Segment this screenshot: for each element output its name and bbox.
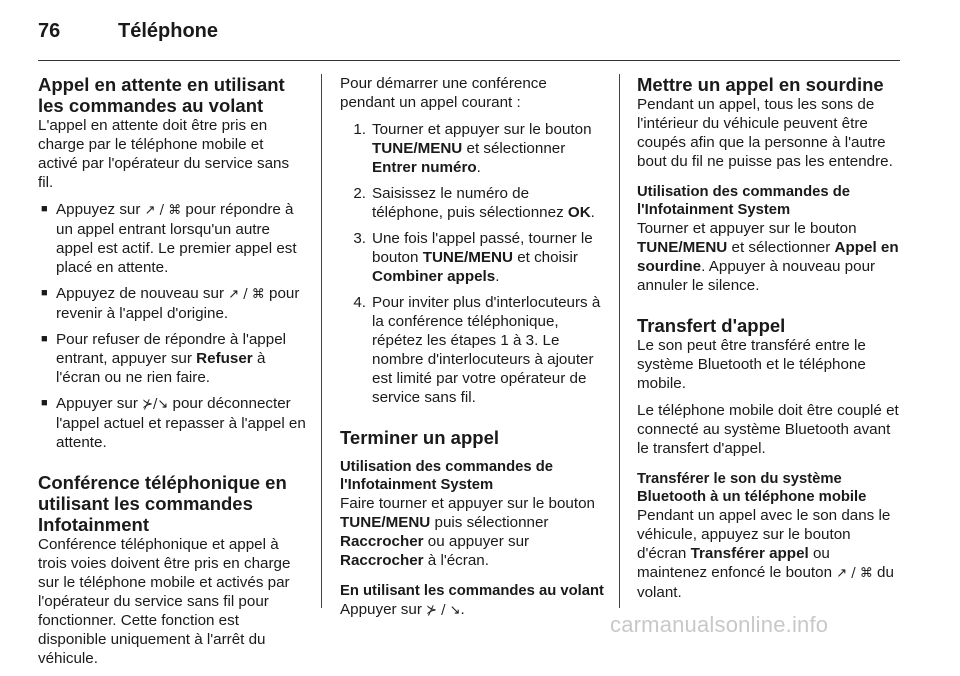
subsection-heading: Utilisation des commandes de l'Infotainment System bbox=[637, 184, 850, 218]
subsection-heading: En utilisant les commandes au volant bbox=[340, 583, 604, 599]
list-item: 2. Saisissez le numéro de téléphone, puis sélectionnez OK. bbox=[353, 185, 595, 221]
page-number: 76 bbox=[38, 20, 61, 42]
section-heading: Mettre un appel en sourdine bbox=[637, 74, 884, 95]
paragraph: L'appel en attente doit être pris en charge par le téléphone mobile et activé par l'opérateur du service sans fil. bbox=[38, 117, 290, 191]
page-title: Téléphone bbox=[118, 20, 219, 42]
list-item: 1. Tourner et appuyer sur le bouton TUNE/MENU et sélectionner Entrer numéro. bbox=[353, 121, 592, 176]
column-divider bbox=[321, 74, 322, 608]
phone-end-call-icon: ↗ / ⌘ bbox=[144, 203, 182, 218]
paragraph: Conférence téléphonique et appel à trois voies doivent être pris en charge sur le téléphone mobile et activés par l'opérateur du service sans fil pour fonctionner. Cette fonction est disponible uniquement à l'arrêt du véhicule. bbox=[38, 536, 291, 667]
numbered-list bbox=[340, 120, 604, 407]
paragraph: Pendant un appel, tous les sons de l'intérieur du véhicule peuvent être coupés afin que la personne à l'autre bout du fil ne puisse pas les entendre. bbox=[637, 96, 893, 170]
paragraph: Faire tourner et appuyer sur le bouton TUNE/MENU puis sélectionner Raccrocher ou appuyer sur Raccrocher à l'écran. bbox=[340, 495, 595, 569]
section-heading: Transfert d'appel bbox=[637, 315, 786, 336]
bullet-list bbox=[38, 200, 306, 452]
list-item: 4. Pour inviter plus d'interlocuteurs à la conférence téléphonique, répétez les étapes 1 à 3. Le nombre d'interlocuteurs à ajouter est limité par votre opérateur de service sans fil. bbox=[353, 294, 601, 406]
paragraph: Le son peut être transféré entre le système Bluetooth et le téléphone mobile. bbox=[637, 337, 866, 392]
subsection-heading: Transférer le son du système Bluetooth à un téléphone mobile bbox=[637, 471, 867, 505]
section-heading: Terminer un appel bbox=[340, 427, 499, 448]
column-2 bbox=[340, 74, 604, 628]
paragraph: Appuyer sur ⊁ / ↘. bbox=[340, 601, 465, 618]
section-heading: Conférence téléphonique en utilisant les commandes Infotainment bbox=[38, 472, 287, 535]
paragraph: Le téléphone mobile doit être couplé et connecté au système Bluetooth avant le transfert d'appel. bbox=[637, 402, 899, 457]
paragraph: Pour démarrer une conférence pendant un appel courant : bbox=[340, 75, 547, 111]
subsection-heading: Utilisation des commandes de l'Infotainment System bbox=[340, 459, 553, 493]
paragraph: Pendant un appel avec le son dans le véhicule, appuyez sur le bouton d'écran Transférer appel ou maintenez enfoncé le bouton ↗ / ⌘ du volant. bbox=[637, 507, 894, 601]
column-3 bbox=[637, 74, 901, 610]
list-item: ■ Appuyez sur ↗ / ⌘ pour répondre à un appel entrant lorsqu'un autre appel est actif. Le premier appel est placé en attente. bbox=[38, 200, 306, 277]
section-heading: Appel en attente en utilisant les commandes au volant bbox=[38, 74, 285, 116]
column-1 bbox=[38, 74, 306, 676]
list-item: 3. Une fois l'appel passé, tourner le bouton TUNE/MENU et choisir Combiner appels. bbox=[353, 230, 593, 285]
phone-end-call-icon: ↗ / ⌘ bbox=[228, 287, 265, 302]
watermark: carmanualsonline.info bbox=[610, 612, 829, 637]
page-header bbox=[38, 20, 218, 46]
list-item: ■ Appuyer sur ⊁/↘ pour déconnecter l'appel actuel et repasser à l'appel en attente. bbox=[38, 394, 306, 452]
hang-up-icon: ⊁ / ↘ bbox=[426, 603, 461, 618]
paragraph: Tourner et appuyer sur le bouton TUNE/MENU et sélectionner Appel en sourdine. Appuyer à nouveau pour annuler le silence. bbox=[637, 220, 899, 294]
list-item: ■ Appuyez de nouveau sur ↗ / ⌘ pour revenir à l'appel d'origine. bbox=[38, 284, 306, 323]
list-item: ■ Pour refuser de répondre à l'appel entrant, appuyer sur Refuser à l'écran ou ne rien faire. bbox=[38, 330, 306, 387]
column-divider bbox=[619, 74, 620, 608]
phone-end-call-icon: ↗ / ⌘ bbox=[836, 566, 873, 581]
hang-up-icon: ⊁/↘ bbox=[142, 397, 169, 412]
header-rule bbox=[38, 60, 900, 61]
